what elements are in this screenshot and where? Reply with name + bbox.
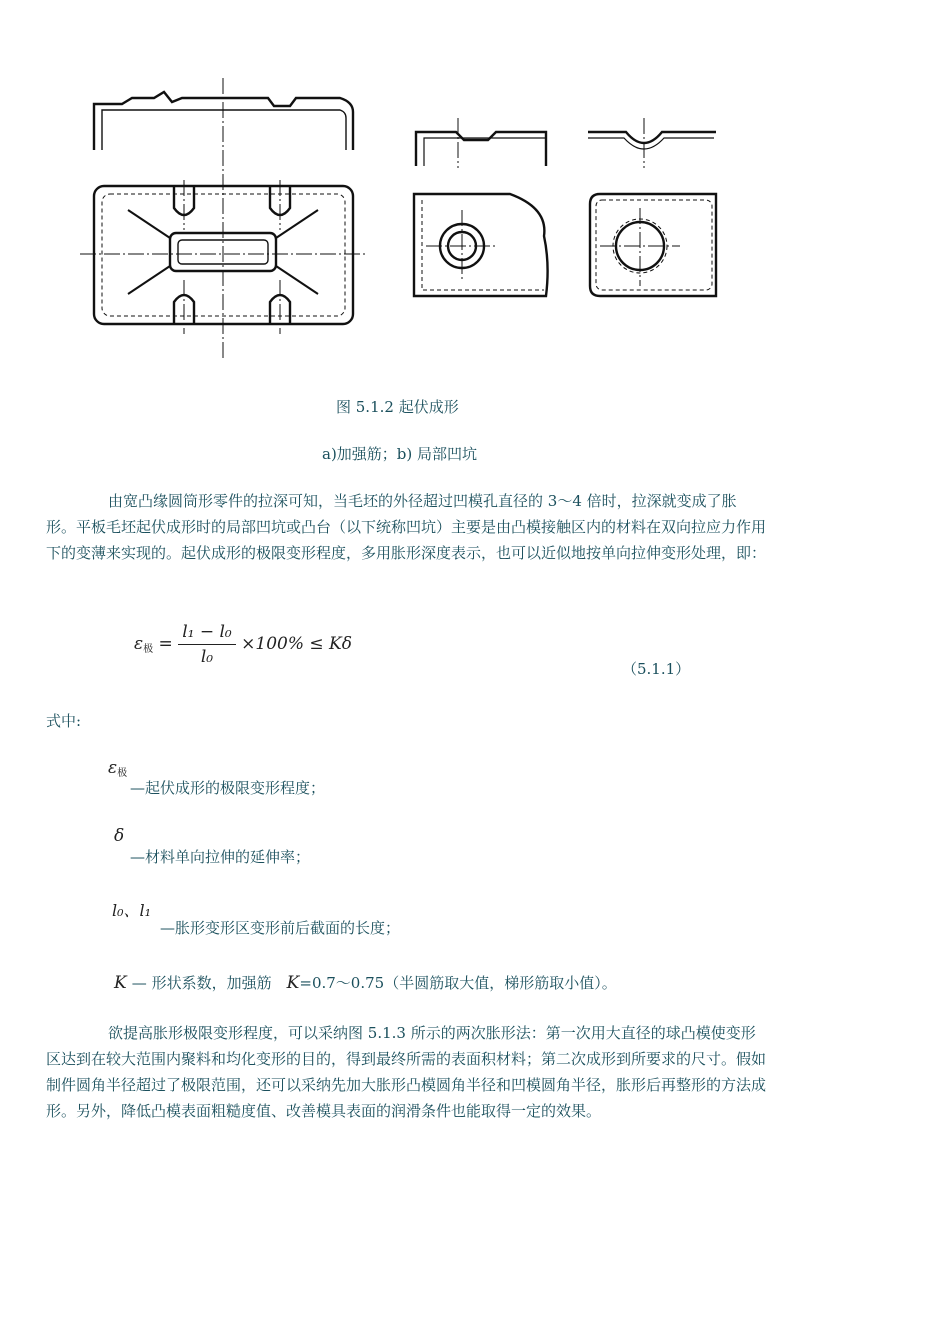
dimple-section-left [416,132,546,166]
k-value: =0.7～0.75（半圆筋取大值，梯形筋取小值）。 [299,974,617,992]
def-1-symbol [108,758,127,779]
where-label: 式中: [46,712,82,730]
rib-section-inner [102,110,346,150]
def-2-text: —材料单向拉伸的延伸率； [130,848,311,866]
figure-drawing [78,68,758,368]
formula-number: （5.1.1） [622,660,691,678]
k-symbol-2: K [286,973,300,993]
k-symbol: K [114,973,127,993]
formula-fraction [178,622,236,667]
def-1-sub: 极 [117,768,128,779]
def-3-text: —胀形变形区变形前后截面的长度； [160,919,401,937]
formula-5-1-1: $\varepsilon_极$ = $\frac{\text{l₁ − l₀}}{\text{l₀}}$ ×100% ≤ Kδ [134,622,352,667]
def-3-symbol: l₀、l₁ [112,901,152,920]
k-line [114,972,617,993]
rib-diagonal-2 [128,266,170,294]
intro-paragraph [46,488,766,566]
formula-lhs-symbol: ε [134,634,144,654]
formula-denominator: l₀ [200,647,214,667]
dimple-plan-right [590,194,716,296]
rib-diagonal-4 [276,266,318,294]
closing-paragraph [46,1020,766,1124]
stiffener-and-dimple-drawing [78,68,758,368]
k-lead: — 形状系数，加强筋 [131,974,272,992]
formula-tail: ×100% ≤ Kδ [241,634,352,654]
formula-lhs-sub: 极 [143,644,154,655]
def-1-sym: ε [108,758,118,778]
paragraph-2-text: 欲提高胀形极限变形程度，可以采纳图 5.1.3 所示的两次胀形法：第一次用大直径的球凸模使变形区达到在较大范围内聚料和均化变形的目的，得到最终所需的表面积材料；第二次成形到所要求的尺寸。假如制件圆角半径超过了极限范围，还可以采纳先加大胀形凸模圆角半径和凹模圆角半径，胀形后再整形的方法成形。另外，降低凸模表面粗糙度值、改善模具表面的润滑条件也能取得一定的效果。 [46,1024,767,1120]
rib-diagonal-1 [128,210,170,238]
figure-subcaption: a)加强筋；b) 局部凹坑 [322,445,478,463]
formula-numerator: l₁ − l₀ [178,622,236,645]
dimple-plan-left [414,194,548,296]
def-1-text: —起伏成形的极限变形程度； [130,779,326,797]
figure-caption: 图 5.1.2 起伏成形 [336,398,459,416]
paragraph-1-text: 由宽凸缘圆筒形零件的拉深可知，当毛坯的外径超过凹模孔直径的 3～4 倍时，拉深就变成了胀形。平板毛坯起伏成形时的局部凹坑或凸台（以下统称凹坑）主要是由凸模接触区内的材料在双向拉应力作用下的变薄来实现的。起伏成形的极限变形程度，多用胀形深度表示，也可以近似地按单向拉伸变形处理，即： [46,492,767,562]
def-2-symbol: δ [114,826,125,846]
